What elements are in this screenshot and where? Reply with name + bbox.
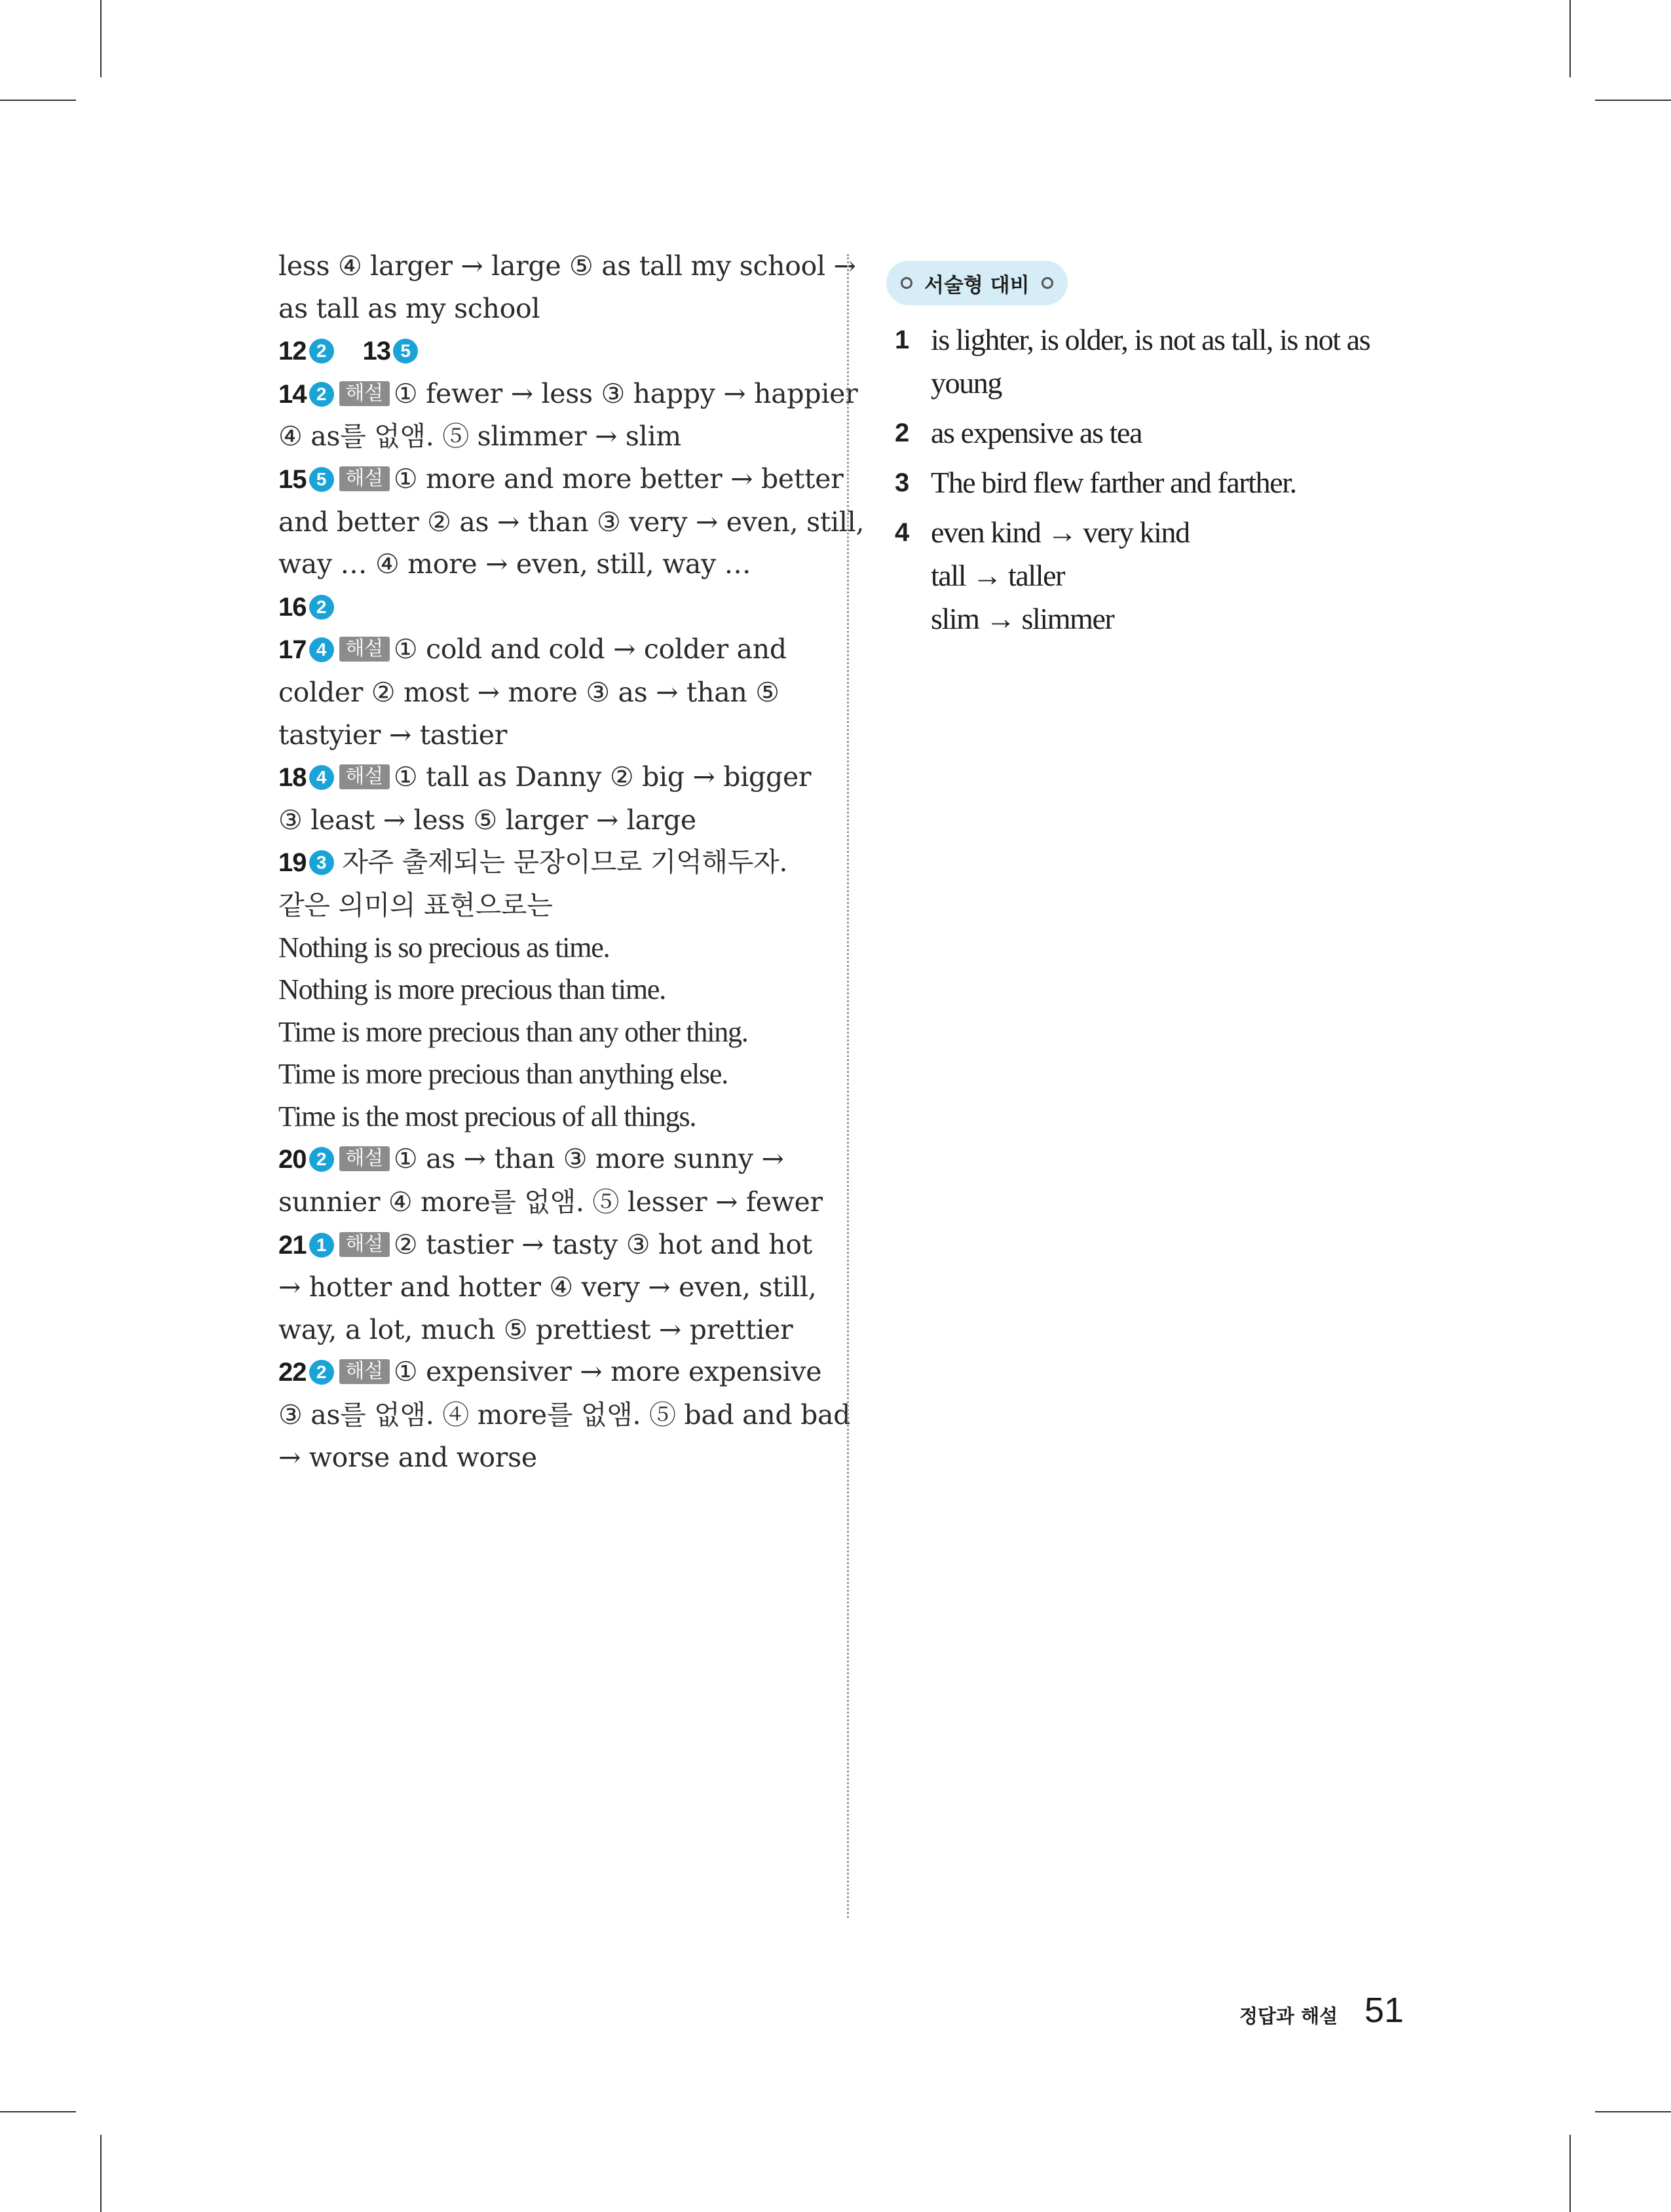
answer-line [278, 1266, 822, 1309]
answer-text: ② tastier → tasty ③ hot and hot [393, 1228, 812, 1260]
answer-line [278, 245, 856, 288]
question-number: 15 [278, 464, 307, 494]
answer-line [278, 756, 822, 799]
answer-text: ① expensiver → more expensive [393, 1356, 822, 1388]
question-number: 21 [278, 1230, 307, 1260]
answer-text: ③ as를 없앰. ④ more를 없앰. ⑤ bad and bad [278, 1399, 851, 1431]
section-tab [886, 261, 1068, 305]
answer-line [278, 671, 822, 714]
question-number: 19 [278, 848, 307, 878]
answer-line [278, 1224, 822, 1267]
answer-line [278, 1309, 822, 1351]
footer-label: 정답과 해설 [1239, 2005, 1338, 2027]
explanation-label: 해설 [339, 1232, 390, 1257]
answer-text: ① fewer → less ③ happy → happier [393, 377, 858, 409]
crop-mark-top-right [1595, 100, 1671, 101]
answer-line [278, 501, 865, 544]
answer-text: → hotter and hotter ④ very → even, still, [278, 1271, 817, 1303]
answer-line [278, 1351, 822, 1394]
answer-text: Nothing is so precious as time. [278, 931, 610, 964]
answer-choice-badge: 2 [309, 1147, 334, 1172]
item-number: 4 [895, 518, 910, 547]
answer-line [278, 329, 822, 373]
answer-text: way, a lot, much ⑤ prettiest → prettier [278, 1313, 793, 1345]
answer-text: Time is more precious than anything else. [278, 1058, 728, 1091]
explanation-label: 해설 [339, 1359, 390, 1384]
answer-choice-badge: 2 [309, 595, 334, 620]
explanation-label: 해설 [339, 466, 390, 491]
crop-mark-bottom-right [1595, 2111, 1671, 2112]
item-text: is lighter, is older, is not as tall, is not as [931, 323, 1370, 356]
answer-line [278, 373, 858, 416]
item-text: The bird flew farther and farther. [931, 466, 1296, 499]
answer-line [278, 415, 822, 458]
answer-line [278, 969, 822, 1011]
answer-choice-badge: 3 [309, 850, 334, 875]
question-number: 22 [278, 1358, 307, 1387]
crop-mark-top-left [0, 100, 76, 101]
item-number: 2 [895, 419, 910, 447]
item-text: slim → slimmer [931, 602, 1114, 635]
column-divider [847, 254, 849, 1918]
answer-text: and better ② as → than ③ very → even, still, [278, 506, 865, 538]
answer-line [278, 927, 822, 969]
answer-text: Nothing is more precious than time. [278, 973, 666, 1006]
ring-icon [901, 277, 912, 289]
crop-mark-bottom-left [0, 2111, 76, 2112]
explanation-label: 해설 [339, 637, 390, 662]
item-text: tall → taller [931, 559, 1065, 592]
crop-mark-top-left [100, 0, 102, 77]
item-text: as expensive as tea [931, 416, 1142, 449]
ring-icon [1042, 277, 1053, 289]
answer-line [278, 586, 822, 629]
item-text: even kind → very kind [931, 516, 1190, 549]
crop-mark-bottom-left [100, 2135, 102, 2212]
answer-text: tastyier → tastier [278, 719, 508, 751]
question-number: 20 [278, 1145, 307, 1174]
answer-line [278, 543, 822, 586]
answer-line [278, 1394, 851, 1436]
answer-line [278, 841, 822, 884]
descriptive-answer-item [886, 511, 1423, 641]
question-number: 17 [278, 635, 307, 665]
answer-text: Time is the most precious of all things. [278, 1100, 696, 1133]
answer-choice-badge: 2 [309, 1360, 334, 1385]
answer-text: colder ② most → more ③ as → than ⑤ [278, 676, 779, 708]
descriptive-answers [886, 318, 1423, 641]
answer-text: 같은 의미의 표현으로는 [278, 889, 553, 921]
answer-line [278, 458, 844, 501]
answer-line [278, 1053, 822, 1096]
explanation-label: 해설 [339, 764, 390, 789]
page-number: 51 [1364, 1991, 1404, 2030]
answer-line [278, 1011, 822, 1054]
section-title: 서술형 대비 [924, 273, 1030, 297]
answer-text: as tall as my school [278, 292, 540, 324]
answer-choice-badge: 2 [309, 382, 334, 407]
answer-text: Time is more precious than any other thing. [278, 1015, 748, 1048]
question-number: 13 [362, 337, 390, 366]
question-number: 12 [278, 337, 307, 366]
answer-line [278, 1436, 822, 1479]
answer-line [278, 799, 822, 842]
answer-choice-badge: 1 [309, 1233, 334, 1258]
item-text: young [931, 366, 1002, 400]
answer-text: less ④ larger → large ⑤ as tall my school → [278, 250, 856, 282]
explanation-label: 해설 [339, 381, 390, 406]
answer-column-right [886, 261, 1423, 641]
answer-text: → worse and worse [278, 1441, 537, 1473]
answer-line [278, 288, 822, 330]
answer-line [278, 714, 822, 757]
answer-choice-badge: 4 [309, 765, 334, 790]
question-number: 14 [278, 379, 307, 409]
descriptive-answer-item [886, 318, 1423, 405]
answer-line [278, 1181, 822, 1224]
crop-mark-bottom-right [1569, 2135, 1571, 2212]
answer-text: way … ④ more → even, still, way … [278, 548, 751, 580]
answer-line [278, 1138, 822, 1181]
answer-text: ① as → than ③ more sunny → [393, 1143, 784, 1175]
answer-choice-badge: 5 [309, 467, 334, 492]
answer-line [278, 628, 822, 671]
answer-choice-badge: 5 [393, 339, 418, 364]
answer-text: ① cold and cold → colder and [393, 633, 787, 665]
descriptive-answer-item [886, 411, 1423, 455]
answer-line [278, 884, 822, 927]
explanation-label: 해설 [339, 1146, 390, 1171]
crop-mark-top-right [1569, 0, 1571, 77]
question-number: 18 [278, 763, 307, 793]
answer-text: ③ least → less ⑤ larger → large [278, 804, 696, 836]
answer-choice-badge: 2 [309, 339, 334, 364]
descriptive-answer-item [886, 461, 1423, 504]
answer-choice-badge: 4 [309, 637, 334, 662]
answer-text: 자주 출제되는 문장이므로 기억해두자. [333, 846, 788, 878]
answer-column-left [278, 245, 865, 1478]
answer-text: ④ as를 없앰. ⑤ slimmer → slim [278, 421, 681, 453]
answer-text: ① tall as Danny ② big → bigger [393, 761, 812, 793]
item-number: 3 [895, 468, 910, 497]
item-number: 1 [895, 326, 910, 354]
question-number: 16 [278, 592, 307, 622]
answer-line [278, 1096, 822, 1138]
answer-text: sunnier ④ more를 없앰. ⑤ lesser → fewer [278, 1186, 823, 1218]
answer-text: ① more and more better → better [393, 462, 844, 495]
